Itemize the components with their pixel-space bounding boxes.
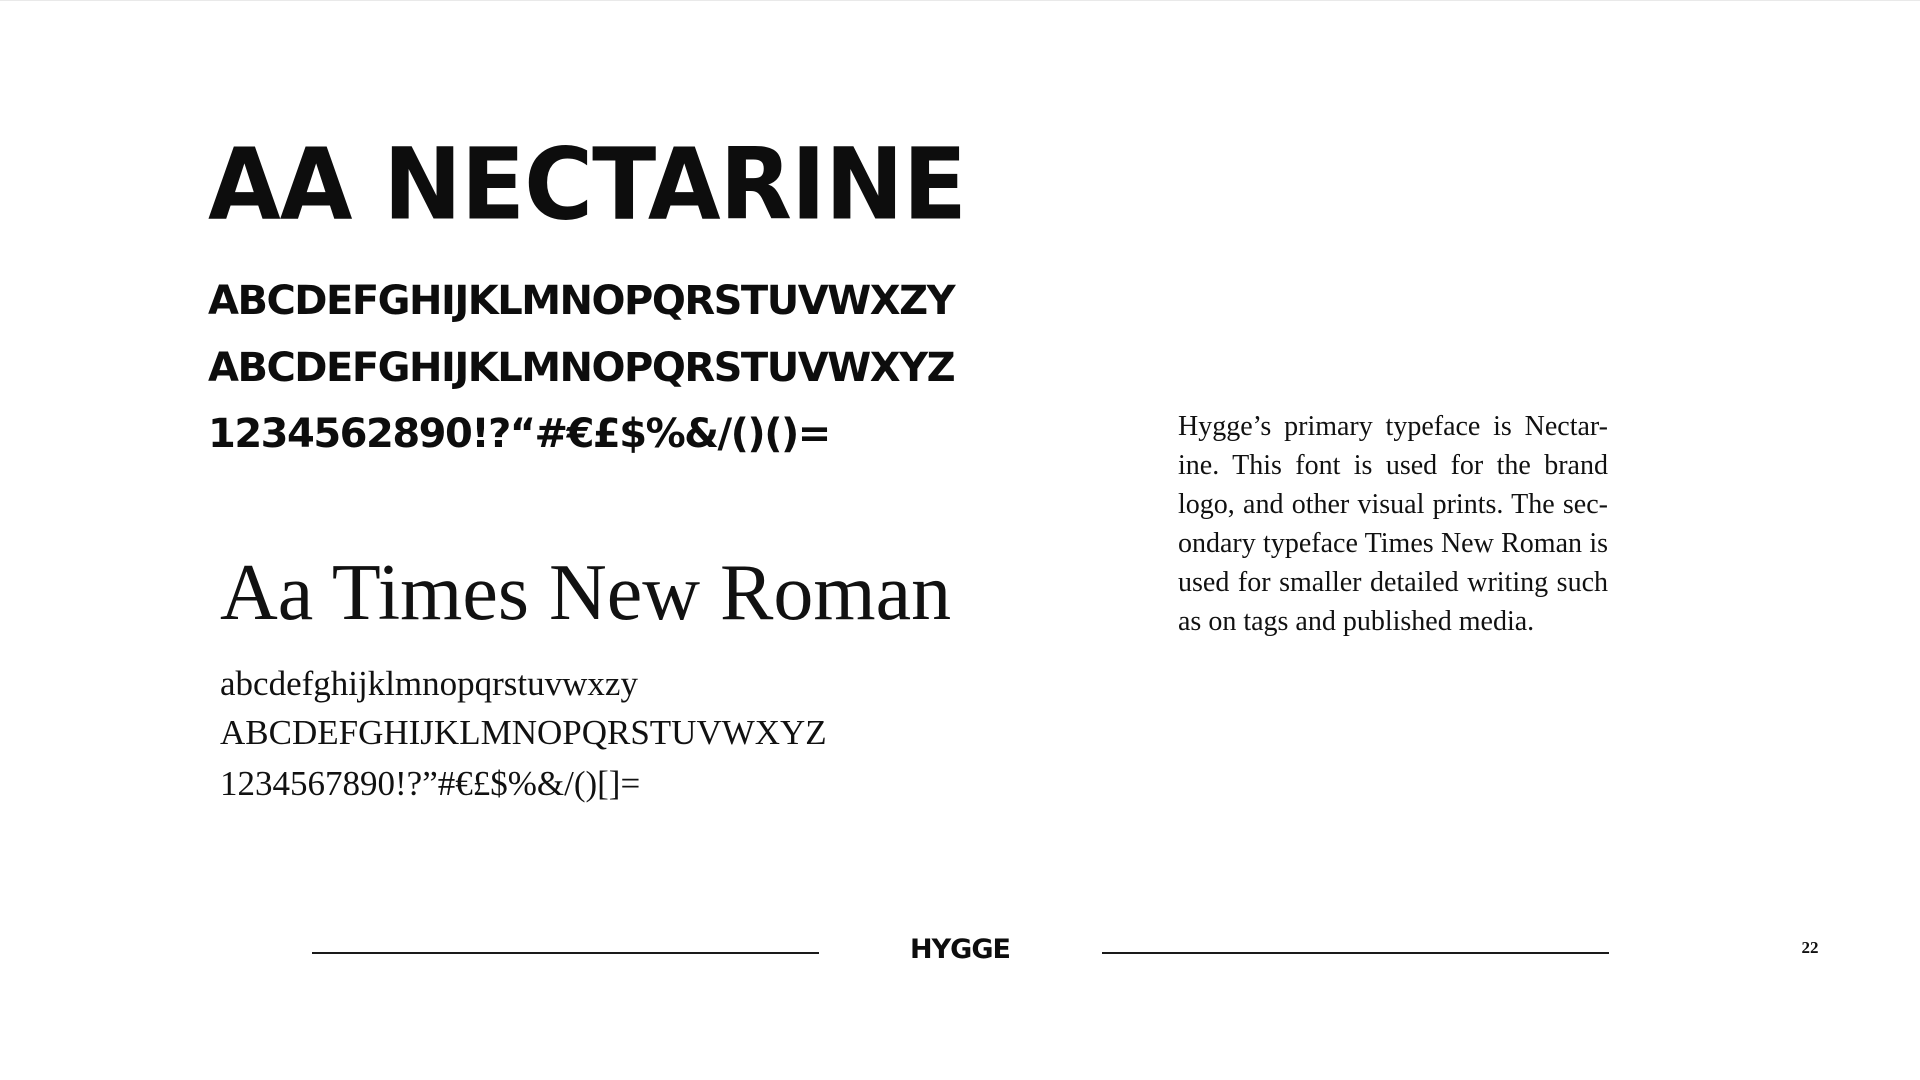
page-number: 22: [1801, 938, 1819, 957]
nectarine-specimen-lowercase: ABCDEFGHIJKLMNOPQRSTUVWXZY: [208, 278, 955, 324]
footer-rule-left: [312, 952, 819, 954]
nectarine-specimen-numerals: 1234562890!?“#€£$%&/()()=: [208, 411, 830, 457]
footer-brand-logo: HYGGE: [910, 934, 1010, 965]
nectarine-specimen-uppercase: ABCDEFGHIJKLMNOPQRSTUVWXYZ: [208, 345, 955, 391]
footer-rule-right: [1102, 952, 1609, 954]
nectarine-specimen-title: AA NECTARINE: [208, 128, 966, 243]
times-specimen-numerals: 1234567890!?”#€£$%&/()[]=: [220, 764, 641, 803]
times-specimen-title: Aa Times New Roman: [220, 549, 952, 637]
top-divider: [0, 0, 1920, 1]
times-specimen-uppercase: ABCDEFGHIJKLMNOPQRSTUVWXYZ: [220, 713, 827, 752]
typeface-description: Hygge’s primary typeface is Nectar-ine. This font is used for the brand logo, and other visual prints. The sec-ondary typeface Times New Roman is used for smaller detailed writing such as on tags and published media.: [1178, 411, 1608, 637]
times-specimen-lowercase: abcdefghijklmnopqrstuvwxzy: [220, 664, 638, 703]
